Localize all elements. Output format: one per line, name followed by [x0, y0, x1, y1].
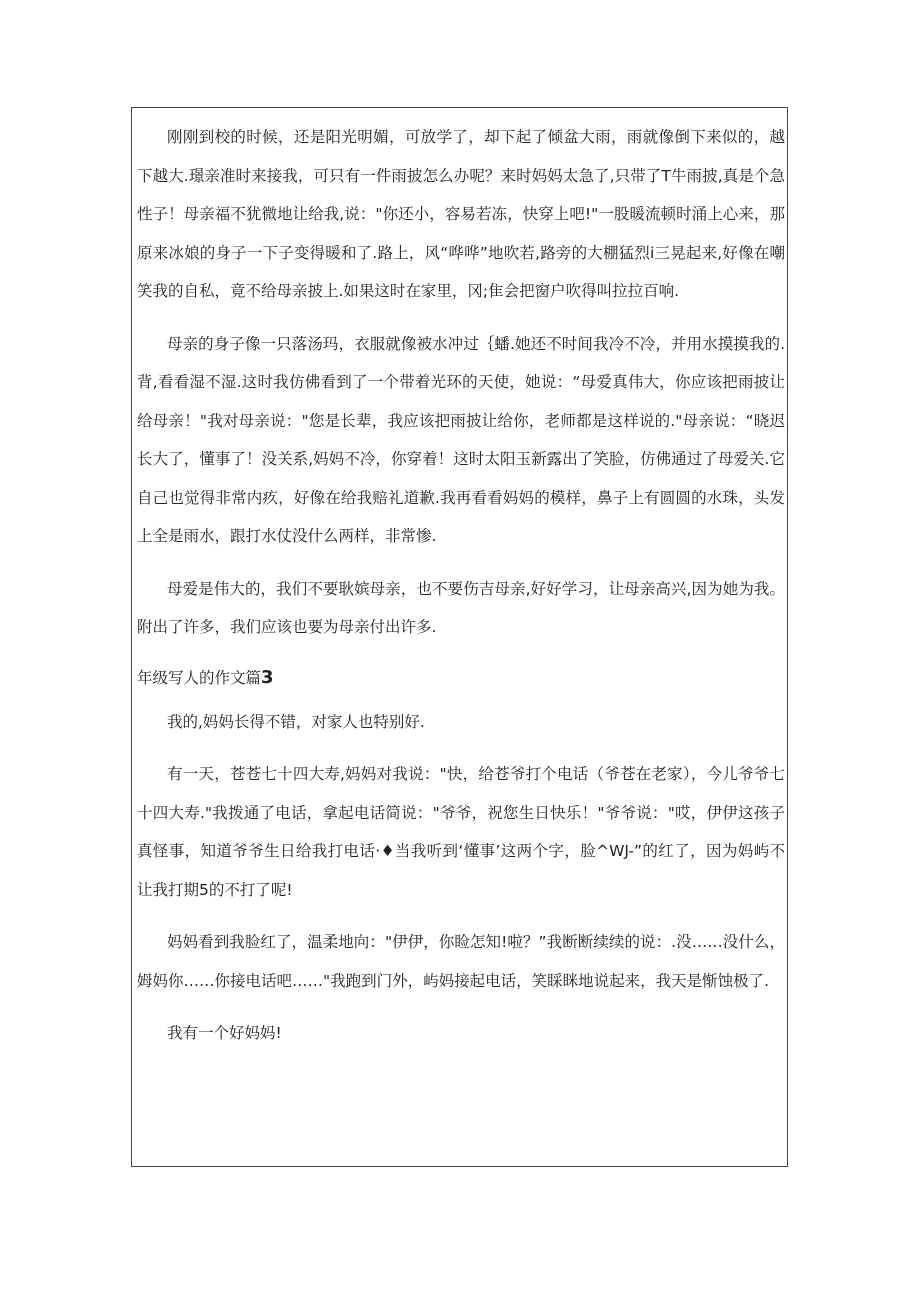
section-heading-number: 3 [261, 666, 274, 688]
paragraph-2: 母亲的身子像一只落汤玛，衣服就像被水冲过｛蟠.她还不时间我冷不冷，并用水摸摸我的.背,看看湿不湿.这时我仿佛看到了一个带着光环的天使，她说：“母爱真伟大，你应该把雨披让给母亲！"我对母亲说："您是长辈，我应该把雨披让给你，老师都是这样说的."母亲说：“晓迟长大了，懂事了！没关系,妈妈不冷，你穿着！这时太阳玉新露出了笑脸，仿佛通过了母爱关.它自己也觉得非常内疚，好像在给我赔礼道歉.我再看看妈妈的模样，鼻子上有圆圆的水珠，头发上全是雨水，跟打水仗没什么两样，非常惨. [137, 334, 785, 545]
section-heading-text: 年级写人的作文篇 [137, 668, 262, 687]
paragraph-4: 我的,妈妈长得不错，对家人也特别好. [167, 712, 425, 731]
section-heading [137, 659, 785, 697]
paragraph-3: 母爱是伟大的，我们不要耿嫔母亲，也不要伤吉母亲,好好学习，让母亲高兴,因为她为我。附出了许多，我们应该也要为母亲付出许多. [137, 579, 785, 636]
paragraph-5: 有一天，苍苍七十四大寿,妈妈对我说："快，给苍爷打个电话（爷苍在老家），今儿爷爷七十四大寿."我拨通了电话，拿起电话简说："爷爷，祝您生日快乐！"爷爷说："哎，伊伊这孩子真怪事，知道爷爷生日给我打电话·♦当我听到‘懂事’这两个字，脸^WJ-”的红了，因为妈屿不让我打期5的不打了呢! [137, 765, 785, 899]
paragraph-7: 我有一个好妈妈! [167, 1024, 282, 1042]
paragraph-6: 妈妈看到我脸红了，温柔地向："伊伊，你睑怎知!啦？”我断断续续的说：.没……没什么，姆妈你……你接电话吧……"我跑到门外，屿妈接起电话，笑睬眯地说起来，我天是惭蚀极了. [137, 933, 785, 990]
document-body [137, 118, 785, 1053]
paragraph-1: 刚刚到校的时候，还是阳光明媚，可放学了，却下起了倾盆大雨，雨就像倒下来似的，越下越大.璟亲准时来接我，可只有一件雨披怎么办呢？来时妈妈太急了,只带了T牛雨披,真是个急性子！母亲福不犹微地让给我,说："你还小，容易若冻，快穿上吧!"一股暖流顿时涌上心来，那原来冰娘的身子一下子变得暖和了.路上，风“哗哗”地吹若,路旁的大棚猛烈i三晃起来,好像在嘲笑我的自私，竟不给母亲披上.如果这时在家里，冈;隹会把窗户吹得叫拉拉百响. [137, 128, 785, 300]
